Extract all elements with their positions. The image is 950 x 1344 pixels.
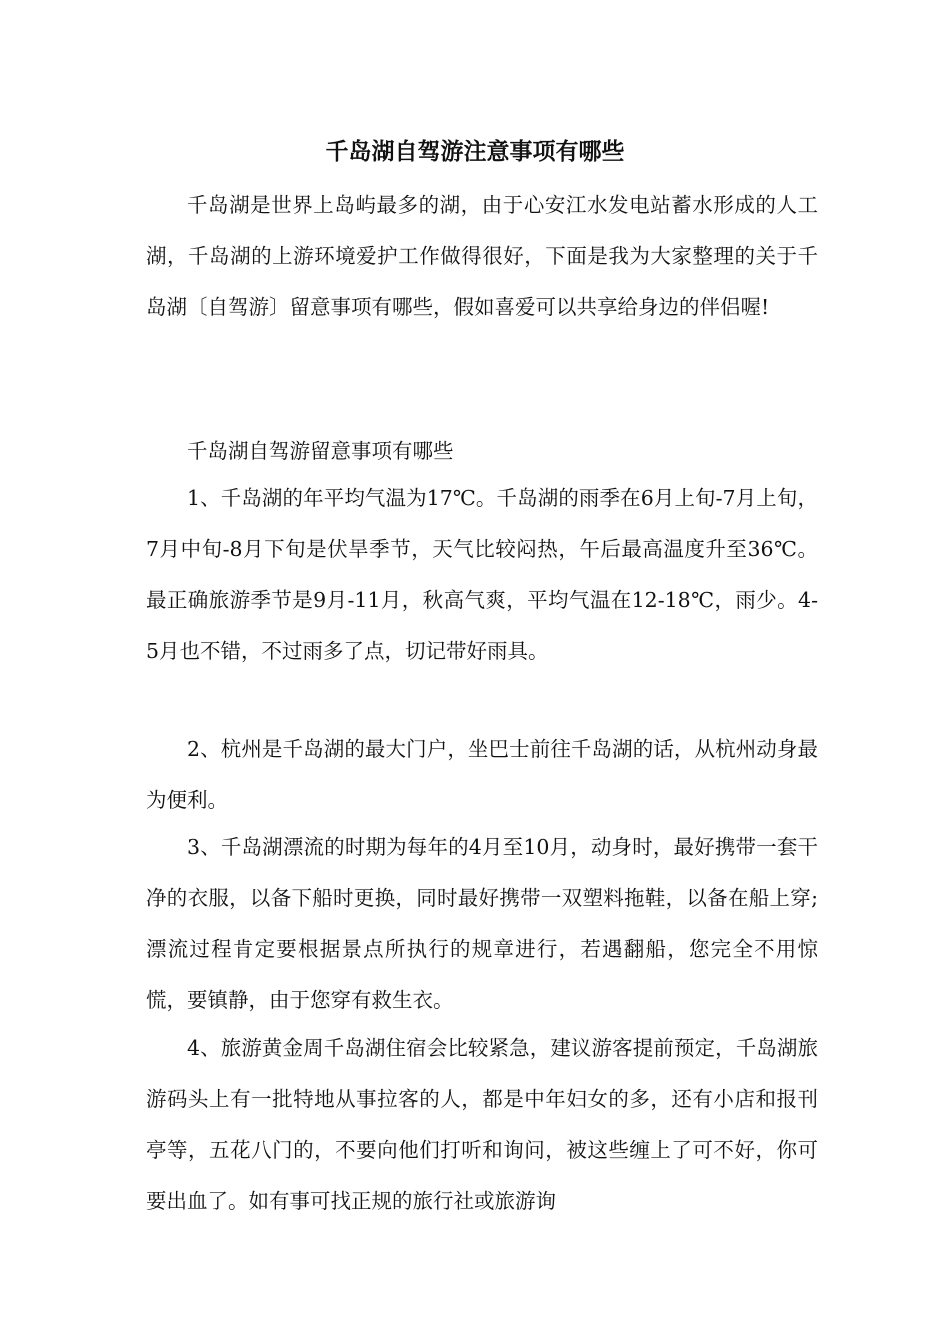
tip-paragraph-4: 4、旅游黄金周千岛湖住宿会比较紧急，建议游客提前预定，千岛湖旅游码头上有一批特地从事拉客的人，都是中年妇女的多，还有小店和报刊亭等，五花八门的，不要向他们打听和询问，被这些缠上了可不好，你可要出血了。如有事可找正规的旅行社或旅游询 (146, 1036, 818, 1213)
tip-paragraph-2: 2、杭州是千岛湖的最大门户，坐巴士前往千岛湖的话，从杭州动身最为便利。 (146, 737, 818, 812)
tip-paragraph-1: 1、千岛湖的年平均气温为17℃。千岛湖的雨季在6月上旬-7月上旬，7月中旬-8月下旬是伏旱季节，天气比较闷热，午后最高温度升至36℃。最正确旅游季节是9月-11月，秋高气爽，平均气温在12-18℃，雨少。4-5月也不错，不过雨多了点，切记带好雨具。 (146, 486, 818, 663)
section-heading: 千岛湖自驾游留意事项有哪些 (187, 439, 454, 463)
document-title: 千岛湖自驾游注意事项有哪些 (325, 138, 625, 165)
intro-paragraph: 千岛湖是世界上岛屿最多的湖，由于心安江水发电站蓄水形成的人工湖，千岛湖的上游环境爱护工作做得很好，下面是我为大家整理的关于千岛湖〔自驾游〕留意事项有哪些，假如喜爱可以共享给身边的伴侣喔! (146, 193, 818, 319)
tip-paragraph-3: 3、千岛湖漂流的时期为每年的4月至10月，动身时，最好携带一套干净的衣服，以备下船时更换，同时最好携带一双塑料拖鞋，以备在船上穿;漂流过程肯定要根据景点所执行的规章进行，若遇翻船，您完全不用惊慌，要镇静，由于您穿有救生衣。 (146, 835, 818, 1012)
